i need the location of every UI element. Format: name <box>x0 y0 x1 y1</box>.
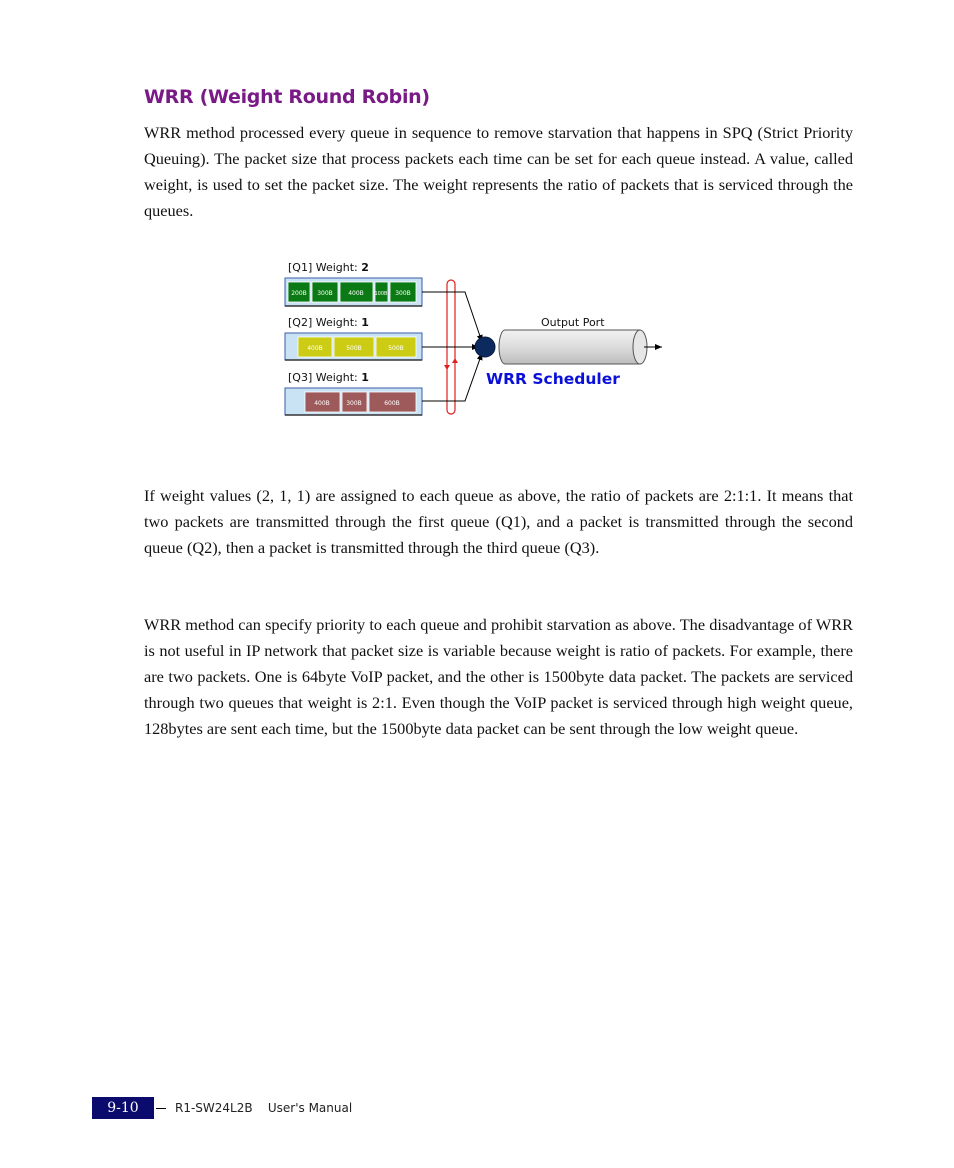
q3-label: [Q3] Weight: 1 <box>288 371 369 384</box>
footer-divider <box>156 1108 166 1109</box>
output-port-label: Output Port <box>541 316 605 329</box>
q1-label: [Q1] Weight: 2 <box>288 261 369 274</box>
ratio-paragraph: If weight values (2, 1, 1) are assigned to each queue as above, the ratio of packets are 2:1:1. It means that two packets are transmitted through the first queue (Q1), and a packet is transmitted through the second queue (Q2), then a packet is transmitted through the third queue (Q3). <box>144 486 853 557</box>
page-number-badge: 9-10 <box>92 1097 154 1119</box>
section-title: WRR (Weight Round Robin) <box>144 86 430 108</box>
q3-packet-label: 300B <box>346 400 362 407</box>
q2-packet-label: 500B <box>388 345 404 352</box>
wrr-diagram <box>270 250 690 430</box>
disadvantage-paragraph: WRR method can specify priority to each queue and prohibit starvation as above. The disadvantage of WRR is not useful in IP network that packet size is variable because weight is ratio of packets. For example, there are two packets. One is 64byte VoIP packet, and the other is 1500byte data packet. The packets are serviced through two queues that weight is 2:1. Even though the VoIP packet is serviced through high weight queue, 128bytes are sent each time, but the 1500byte data packet can be sent through the low weight queue. <box>144 615 853 738</box>
q3-packet-label: 600B <box>384 400 400 407</box>
q1-packet-label: 300B <box>395 290 411 297</box>
q1-packet-label: 400B <box>348 290 364 297</box>
q1-packets <box>288 282 416 302</box>
q3-packet-label: 400B <box>314 400 330 407</box>
q3-packets <box>305 392 416 412</box>
queue-connectors <box>422 292 482 401</box>
q1-packet-label: 200B <box>291 290 307 297</box>
scheduler-label: WRR Scheduler <box>486 370 620 388</box>
intro-paragraph: WRR method processed every queue in sequence to remove starvation that happens in SPQ (Strict Priority Queuing). The packet size that process packets each time can be set for each queue instead. A value, called weight, is used to set the packet size. The weight represents the ratio of packets that is serviced through the queues. <box>144 123 853 220</box>
q2-packet-label: 400B <box>307 345 323 352</box>
q1-packet-label: 100B <box>374 291 388 297</box>
q2-packet-label: 500B <box>346 345 362 352</box>
q2-packets <box>298 337 416 357</box>
footer-doc-title: R1-SW24L2B User's Manual <box>175 1101 353 1115</box>
output-port-pipe <box>499 330 647 364</box>
q2-label: [Q2] Weight: 1 <box>288 316 369 329</box>
scheduler-node <box>475 337 495 357</box>
q1-packet-label: 300B <box>317 290 333 297</box>
